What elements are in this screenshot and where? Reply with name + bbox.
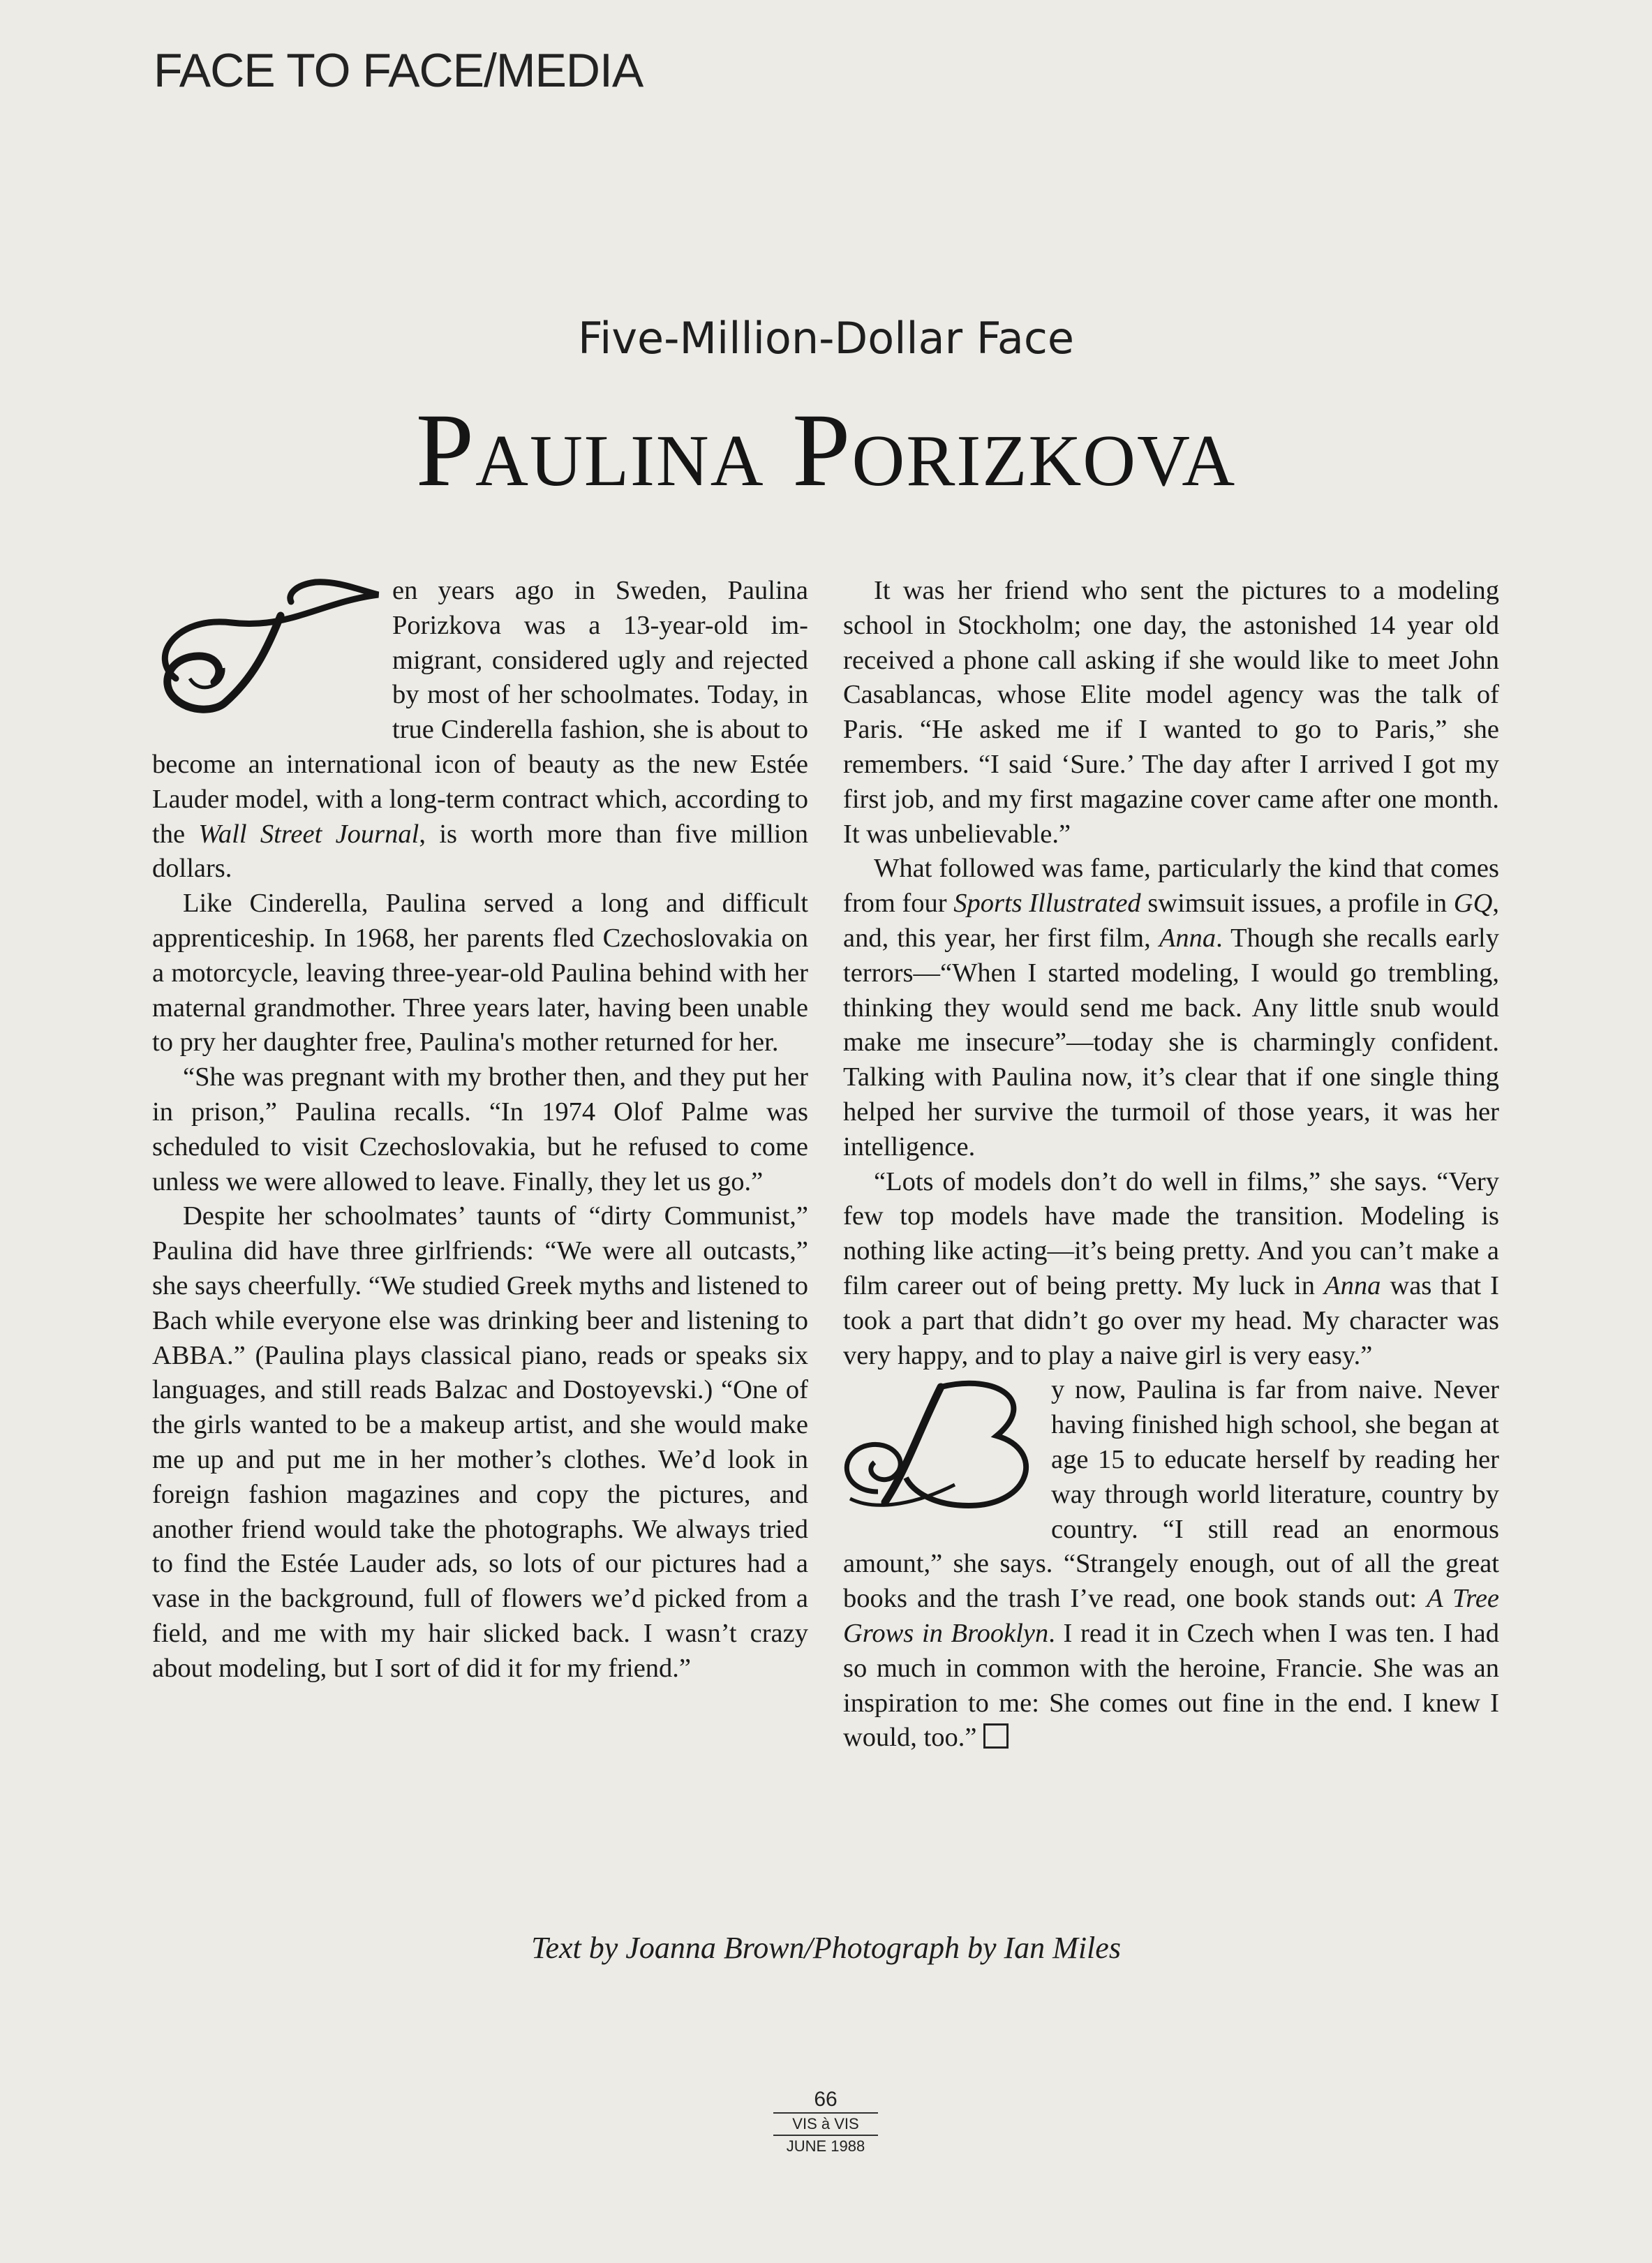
magazine-name: VIS à VIS bbox=[773, 2114, 878, 2136]
paragraph: What followed was fame, particularly the kind that comes from four Sports Illustrated swimsuit issues, a profile in GQ, and, this year, her first film, Anna. Though she recalls early terrors—“When I started modeling, I would go trembling, thinking they would send me back. Any little snub would make me insecure”—today she is charmingly confident. Talking with Paulina now, it’s clear that if one single thing helped her survive the turmoil of those years, it was her intelligence. bbox=[843, 854, 1499, 1162]
dropcap-t-ornament bbox=[148, 574, 385, 713]
folio bbox=[773, 2087, 878, 2157]
dropcap-b bbox=[836, 1373, 1045, 1513]
article-subtitle: Five-Million-Dollar Face bbox=[577, 313, 1075, 364]
paragraph: “Lots of models don’t do well in films,” she says. “Very few top models have made the transition. Modeling is nothing like acting—it’s being pretty. And you can’t make a film career out of being pretty. My luck in Anna was that I took a part that didn’t go over my head. My character was very happy, and to play a naive girl is very easy.” bbox=[843, 1166, 1499, 1370]
paragraph: “She was pregnant with my brother then, and they put her in prison,” Paulina recalls. “In 1974 Olof Palme was scheduled to visit Czechoslovakia, but he refused to come unless we were allowed to leave. Finally, they let us go.” bbox=[152, 1062, 808, 1196]
article-title: Paulina Porizkova bbox=[415, 392, 1237, 508]
paragraph: Like Cinderella, Paulina served a long and difficult apprenticeship. In 1968, her parents fled Czechoslovakia on a motorcycle, leaving three-year-old Paulina behind with her maternal grandmother. Three years later, having been unable to pry her daughter free, Paulina's mother returned for her. bbox=[152, 889, 808, 1058]
article-credit: Text by Joanna Brown/Photograph by Ian Miles bbox=[531, 1931, 1121, 1965]
right-column bbox=[843, 574, 1499, 1756]
paragraph: en years ago in Sweden, Paulina Porizkova was a 13-year-old immigrant, considered ugly and rejected by most of her schoolmates. Today, in true Cinderella fashion, she is about to become an international icon of beauty as the new Estée Lauder model, with a long-term contract which, according to the Wall Street Journal, is worth more than five million dollars. bbox=[152, 574, 808, 886]
end-mark-icon bbox=[983, 1723, 1009, 1749]
paragraph: y now, Paulina is far from naive. Never having finished high school, she began at age 15 to educate herself by reading her way through world literature, country by country. “I still read an enormous amount,” she says. “Strangely enough, out of all the great books and the trash I’ve read, one book stands out: A Tree Grows in Brooklyn. I read it in Czech when I was ten. I had so much in common with the heroine, Francie. She was an inspiration to me: She comes out fine in the end. I knew I would, too.” bbox=[843, 1373, 1499, 1756]
dropcap-b-ornament bbox=[836, 1373, 1045, 1513]
paragraph: It was her friend who sent the pictures to a modeling school in Stockholm; one day, the astonished 14 year old received a phone call asking if she would like to meet John Casablancas, whose Elite model agency was the talk of Paris. “He asked me if I wanted to go to Paris,” she remembers. “I said ‘Sure.’ The day after I arrived I got my first job, and my first magazine cover came after one month. It was unbelievable.” bbox=[843, 576, 1499, 849]
paragraph: Despite her schoolmates’ taunts of “dirty Communist,” Paulina did have three girlfriends: “We were all outcasts,” she says cheerfully. “We studied Greek myths and listened to Bach while everyone else was drinking beer and listening to ABBA.” (Paulina plays classical piano, reads or speaks six languages, and still reads Balzac and Dostoyevski.) “One of the girls wanted to be a makeup artist, and she would make me up and put me in her mother’s clothes. We’d look in foreign fashion magazines and copy the pictures, and another friend would take the photographs. We always tried to find the Estée Lauder ads, so lots of our pictures had a vase in the background, full of flowers we’d picked from a field, and me with my hair slicked back. I wasn’t crazy about modeling, but I sort of did it for my friend.” bbox=[152, 1201, 808, 1683]
section-header: FACE TO FACE/MEDIA bbox=[154, 44, 643, 97]
dropcap-t bbox=[148, 574, 385, 713]
left-column bbox=[152, 574, 808, 1686]
page-number: 66 bbox=[773, 2087, 878, 2114]
issue-date: JUNE 1988 bbox=[786, 2137, 865, 2155]
